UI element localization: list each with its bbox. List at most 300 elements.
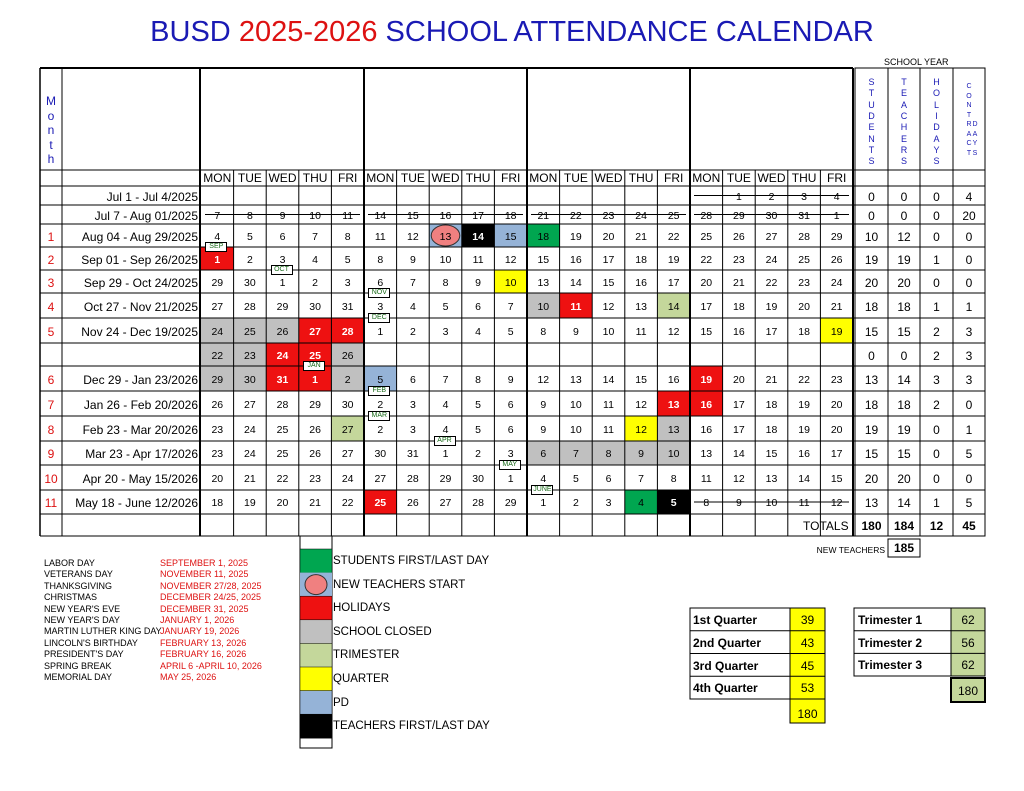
day-cell: 30 — [374, 448, 387, 460]
legend-swatch — [300, 714, 332, 738]
weekday-header: MON — [529, 171, 558, 185]
day-cell: 14 — [733, 448, 745, 460]
holidays-header-letter: S — [933, 156, 940, 167]
day-cell: 1 — [735, 190, 742, 203]
day-cell: 15 — [700, 325, 713, 338]
day-cell: 30 — [765, 209, 778, 222]
day-cell: 26 — [733, 230, 745, 243]
count-cell: 19 — [864, 422, 879, 437]
holiday-name: THANKSGIVING — [44, 580, 113, 591]
holidays-header-letter: D — [933, 122, 940, 133]
holiday-name: LINCOLN'S BIRTHDAY — [44, 637, 138, 648]
holiday-name: NEW YEAR'S DAY — [44, 615, 120, 625]
day-cell: 27 — [341, 423, 354, 436]
day-cell: 22 — [276, 472, 289, 485]
holiday-name: VETERANS DAY — [44, 569, 113, 580]
day-cell: 24 — [211, 325, 224, 338]
day-cell: 16 — [439, 209, 452, 222]
day-cell: 22 — [570, 209, 582, 222]
day-cell: 2 — [768, 190, 775, 203]
legend-swatch — [300, 549, 332, 573]
day-cell: 18 — [765, 398, 778, 411]
day-cell: 15 — [537, 253, 550, 266]
date-range: Sep 01 - Sep 26/2025 — [81, 252, 198, 267]
weekday-header: WED — [431, 171, 460, 185]
day-cell: 17 — [667, 276, 680, 289]
contract-header-letter: A — [966, 130, 972, 138]
day-cell: 7 — [442, 373, 449, 386]
day-cell: 26 — [211, 398, 224, 411]
day-cell: 24 — [244, 423, 256, 436]
day-cell: 8 — [540, 325, 547, 338]
quarter-value: 45 — [800, 658, 815, 673]
day-cell: 30 — [244, 276, 256, 289]
day-cell: 17 — [602, 253, 615, 266]
date-range: Jul 1 - Jul 4/2025 — [106, 189, 198, 204]
day-cell: 28 — [798, 230, 810, 243]
page-title: BUSD 2025-2026 SCHOOL ATTENDANCE CALENDAR — [150, 16, 874, 48]
day-cell: 7 — [507, 300, 514, 313]
month-number: 2 — [47, 252, 55, 267]
day-cell: 20 — [700, 276, 713, 289]
day-cell: 9 — [572, 325, 579, 338]
day-cell: 16 — [570, 253, 582, 266]
holiday-date: JANUARY 1, 2026 — [160, 615, 235, 625]
day-cell: 1 — [214, 253, 221, 266]
totals-label: TOTALS — [803, 519, 849, 533]
day-cell: 19 — [570, 230, 582, 243]
day-cell: 18 — [765, 423, 778, 436]
contract-header-letter: R — [966, 121, 972, 128]
weekday-header: TUE — [563, 171, 588, 185]
holidays-header-letter: H — [933, 77, 940, 87]
day-cell: 15 — [407, 209, 419, 222]
legend-label: QUARTER — [333, 673, 390, 685]
day-cell: 7 — [409, 276, 416, 289]
teachers-header-letter: H — [900, 122, 908, 133]
day-cell: 5 — [475, 423, 482, 436]
legend-label: NEW TEACHERS START — [333, 578, 466, 591]
day-cell: 12 — [504, 253, 517, 266]
day-cell: 29 — [211, 276, 224, 289]
day-cell: 8 — [475, 373, 482, 386]
total-teachers: 184 — [893, 519, 915, 533]
count-cell: 1 — [933, 252, 940, 267]
count-cell: 20 — [864, 471, 879, 486]
month-label: FEB — [368, 386, 390, 396]
date-range: Dec 29 - Jan 23/2026 — [83, 372, 198, 387]
day-cell: 21 — [765, 373, 778, 386]
day-cell: 11 — [700, 472, 712, 485]
month-header-letter: o — [47, 108, 55, 123]
weekday-header: FRI — [827, 171, 847, 185]
weekday-header: THU — [791, 171, 817, 185]
holiday-date: DECEMBER 31, 2025 — [160, 603, 249, 614]
count-cell: 20 — [897, 275, 911, 290]
weekday-header: FRI — [664, 171, 684, 185]
day-cell: 24 — [244, 448, 256, 460]
month-number: 7 — [47, 397, 55, 412]
holiday-date: NOVEMBER 11, 2025 — [160, 569, 249, 580]
day-cell: 17 — [733, 423, 745, 436]
count-cell: 14 — [897, 496, 911, 510]
day-cell: 2 — [344, 373, 351, 386]
month-number: 8 — [47, 422, 55, 437]
count-cell: 1 — [933, 496, 940, 510]
trimester-value: 62 — [961, 613, 975, 627]
day-cell: 22 — [700, 253, 713, 266]
day-cell: 8 — [670, 472, 677, 485]
weekday-header: TUE — [400, 171, 425, 185]
day-cell: 4 — [214, 230, 221, 243]
day-cell: 31 — [341, 300, 354, 313]
day-cell: 20 — [211, 472, 224, 485]
legend-swatch — [300, 596, 332, 620]
count-cell: 19 — [897, 422, 911, 437]
count-cell: 5 — [965, 447, 973, 461]
day-cell: 17 — [765, 325, 778, 338]
day-cell: 16 — [798, 448, 810, 460]
day-cell: 9 — [409, 253, 416, 266]
holiday-date: NOVEMBER 27/28, 2025 — [160, 580, 262, 591]
holiday-date: JANUARY 19, 2026 — [160, 626, 240, 637]
count-cell: 0 — [868, 189, 875, 204]
day-cell: 12 — [635, 423, 647, 436]
day-cell: 3 — [344, 276, 351, 289]
weekday-header: FRI — [338, 171, 358, 185]
month-label: MAY — [499, 460, 521, 470]
day-cell: 9 — [735, 497, 742, 509]
count-cell: 15 — [864, 447, 879, 461]
day-cell: 21 — [733, 276, 745, 289]
day-cell: 13 — [765, 472, 778, 485]
day-cell: 11 — [374, 230, 386, 243]
day-cell: 4 — [475, 325, 482, 338]
day-cell: 12 — [407, 230, 419, 243]
day-cell: 18 — [635, 253, 647, 266]
quarter-value: 53 — [800, 681, 815, 696]
day-cell: 4 — [442, 398, 449, 411]
count-cell: 0 — [965, 471, 973, 486]
day-cell: 18 — [504, 209, 517, 222]
day-cell: 28 — [407, 472, 419, 485]
month-number: 4 — [47, 299, 55, 314]
month-number: 5 — [47, 324, 55, 339]
day-cell: 14 — [667, 300, 680, 313]
day-cell: 8 — [344, 230, 351, 243]
quarter-label: 3rd Quarter — [693, 658, 759, 673]
day-cell: 10 — [765, 497, 778, 509]
day-cell: 29 — [504, 497, 517, 509]
holiday-date: MAY 25, 2026 — [160, 672, 217, 682]
holiday-date: FEBRUARY 16, 2026 — [160, 649, 247, 660]
day-cell: 10 — [504, 276, 517, 289]
day-cell: 5 — [442, 300, 449, 313]
count-cell: 2 — [933, 397, 940, 412]
day-cell: 1 — [833, 209, 840, 222]
day-cell: 5 — [344, 253, 351, 266]
day-cell: 5 — [246, 230, 253, 243]
day-cell: 24 — [765, 253, 778, 266]
teachers-header-letter: A — [900, 99, 907, 110]
contract-header-letter: S — [972, 149, 978, 157]
day-cell: 18 — [733, 300, 745, 313]
total-contract: 45 — [962, 519, 976, 533]
count-cell: 1 — [965, 299, 973, 314]
day-cell: 5 — [572, 472, 579, 485]
day-cell: 17 — [472, 209, 484, 222]
weekday-header: WED — [594, 171, 623, 185]
date-range: Oct 27 - Nov 21/2025 — [83, 299, 198, 314]
day-cell: 26 — [309, 448, 321, 460]
month-number: 9 — [47, 447, 55, 461]
count-cell: 19 — [897, 252, 911, 267]
students-header-letter: U — [868, 99, 875, 110]
count-cell: 0 — [933, 208, 940, 223]
count-cell: 12 — [897, 229, 911, 244]
day-cell: 29 — [211, 373, 224, 386]
date-range: Mar 23 - Apr 17/2026 — [85, 447, 198, 461]
day-cell: 7 — [572, 448, 579, 460]
day-cell: 27 — [341, 448, 354, 460]
day-cell: 6 — [605, 472, 612, 485]
day-cell: 24 — [276, 349, 289, 362]
students-header-letter: T — [868, 88, 875, 99]
weekday-header: MON — [692, 171, 721, 185]
month-header-letter: M — [46, 94, 56, 108]
day-cell: 3 — [377, 300, 384, 313]
day-cell: 28 — [472, 497, 484, 509]
day-cell: 25 — [276, 423, 289, 436]
month-label: DEC — [368, 313, 390, 323]
date-range: Jan 26 - Feb 20/2026 — [83, 397, 198, 412]
holidays-header-letter: L — [933, 99, 939, 110]
holidays-header-letter: I — [935, 110, 938, 121]
holiday-name: MEMORIAL DAY — [44, 672, 113, 682]
day-cell: 21 — [244, 472, 256, 485]
day-cell: 11 — [798, 497, 810, 509]
day-cell: 19 — [244, 497, 256, 509]
day-cell: 11 — [342, 209, 354, 222]
day-cell: 20 — [733, 373, 745, 386]
date-range: Jul 7 - Aug 01/2025 — [94, 208, 198, 223]
day-cell: 26 — [341, 349, 354, 362]
day-cell: 19 — [667, 253, 680, 266]
day-cell: 29 — [309, 398, 321, 411]
quarter-label: 2nd Quarter — [693, 635, 762, 650]
day-cell: 15 — [765, 448, 778, 460]
day-cell: 3 — [409, 398, 416, 411]
day-cell: 12 — [602, 300, 615, 313]
day-cell: 9 — [540, 423, 547, 436]
day-cell: 20 — [830, 423, 843, 436]
month-label: APR — [434, 436, 456, 446]
holidays-header-letter: O — [932, 88, 940, 99]
day-cell: 24 — [830, 276, 843, 289]
legend-swatch — [300, 620, 332, 644]
day-cell: 29 — [830, 230, 843, 243]
day-cell: 15 — [635, 373, 647, 386]
count-cell: 0 — [933, 471, 940, 486]
students-header-letter: E — [868, 122, 875, 133]
day-cell: 31 — [276, 373, 289, 386]
day-cell: 10 — [537, 300, 550, 313]
day-cell: 13 — [537, 276, 550, 289]
weekday-header: WED — [757, 171, 786, 185]
day-cell: 2 — [377, 423, 384, 436]
day-cell: 31 — [798, 209, 810, 222]
day-cell: 13 — [570, 373, 582, 386]
day-cell: 4 — [312, 253, 319, 266]
teachers-header-letter: T — [901, 77, 907, 87]
count-cell: 0 — [933, 447, 940, 461]
day-cell: 23 — [798, 276, 810, 289]
count-cell: 3 — [965, 348, 973, 363]
count-cell: 3 — [965, 372, 973, 387]
day-cell: 23 — [830, 373, 843, 386]
day-cell: 26 — [830, 253, 843, 266]
month-number: 1 — [47, 229, 55, 244]
holiday-date: FEBRUARY 13, 2026 — [160, 637, 247, 648]
day-cell: 12 — [733, 472, 745, 485]
weekday-header: TUE — [726, 171, 751, 185]
trimester-total: 180 — [957, 684, 979, 698]
day-cell: 1 — [442, 448, 449, 460]
day-cell: 14 — [798, 472, 810, 485]
month-number: 10 — [44, 471, 58, 486]
day-cell: 13 — [667, 398, 680, 411]
day-cell: 28 — [700, 209, 713, 222]
count-cell: 0 — [900, 189, 908, 204]
count-cell: 13 — [864, 372, 879, 387]
day-cell: 5 — [475, 398, 482, 411]
day-cell: 23 — [211, 423, 224, 436]
teachers-header-letter: C — [900, 110, 908, 121]
count-cell: 20 — [897, 471, 911, 486]
holidays-header-letter: Y — [933, 144, 940, 155]
day-cell: 21 — [309, 497, 321, 509]
day-cell: 3 — [442, 325, 449, 338]
count-cell: 19 — [864, 252, 879, 267]
holiday-date: DECEMBER 24/25, 2025 — [160, 592, 262, 603]
day-cell: 10 — [570, 398, 582, 411]
day-cell: 2 — [475, 448, 482, 460]
day-cell: 8 — [377, 253, 384, 266]
day-cell: 16 — [667, 373, 680, 386]
day-cell: 26 — [276, 325, 289, 338]
day-cell: 20 — [798, 300, 810, 313]
day-cell: 15 — [504, 230, 517, 243]
day-cell: 18 — [798, 325, 810, 338]
count-cell: 0 — [900, 208, 908, 223]
day-cell: 8 — [703, 497, 710, 509]
day-cell: 23 — [211, 448, 224, 460]
day-cell: 6 — [377, 276, 384, 289]
quarter-label: 4th Quarter — [693, 681, 758, 696]
day-cell: 22 — [667, 230, 680, 243]
day-cell: 13 — [700, 448, 713, 460]
holiday-name: LABOR DAY — [44, 558, 95, 568]
date-range: Aug 04 - Aug 29/2025 — [81, 229, 198, 244]
day-cell: 6 — [540, 448, 547, 460]
contract-header-letter: T — [966, 111, 972, 119]
day-cell: 12 — [635, 398, 647, 411]
date-range: Feb 23 - Mar 20/2026 — [82, 422, 198, 437]
day-cell: 11 — [570, 300, 582, 313]
count-cell: 0 — [868, 348, 875, 363]
legend-label: TEACHERS FIRST/LAST DAY — [333, 720, 490, 733]
day-cell: 8 — [246, 209, 253, 222]
count-cell: 0 — [900, 348, 908, 363]
count-cell: 18 — [864, 299, 879, 314]
count-cell: 0 — [933, 189, 940, 204]
trimester-label: Trimester 1 — [858, 613, 923, 627]
day-cell: 7 — [214, 209, 221, 222]
students-header-letter: D — [868, 110, 875, 121]
contract-header-letter: O — [966, 92, 972, 100]
month-number: 3 — [47, 275, 55, 290]
month-label: SEP — [205, 242, 227, 252]
day-cell: 30 — [341, 398, 354, 411]
new-teachers-value: 185 — [893, 541, 915, 555]
quarter-value: 39 — [800, 613, 815, 627]
day-cell: 6 — [279, 230, 286, 243]
trimester-value: 62 — [961, 658, 975, 673]
day-cell: 10 — [439, 253, 452, 266]
day-cell: 5 — [670, 497, 677, 509]
day-cell: 22 — [798, 373, 810, 386]
day-cell: 16 — [700, 398, 713, 411]
weekday-header: MON — [366, 171, 395, 185]
trimester-label: Trimester 3 — [858, 658, 923, 673]
students-header-letter: T — [868, 144, 875, 155]
day-cell: 24 — [341, 472, 354, 485]
day-cell: 20 — [276, 497, 289, 509]
count-cell: 0 — [965, 252, 973, 267]
count-cell: 15 — [864, 324, 879, 339]
day-cell: 9 — [475, 276, 482, 289]
day-cell: 13 — [439, 230, 452, 243]
day-cell: 11 — [603, 423, 614, 436]
students-header-letter: S — [868, 77, 875, 87]
month-number: 6 — [47, 372, 55, 387]
legend-label: HOLIDAYS — [333, 602, 391, 615]
count-cell: 14 — [897, 372, 911, 387]
day-cell: 4 — [442, 423, 449, 436]
day-cell: 3 — [409, 423, 416, 436]
day-cell: 25 — [244, 325, 256, 338]
day-cell: 11 — [635, 325, 647, 338]
day-cell: 27 — [309, 325, 321, 338]
day-cell: 23 — [244, 349, 256, 362]
day-cell: 1 — [377, 325, 384, 338]
day-cell: 23 — [733, 253, 745, 266]
contract-header-letter: Y — [972, 140, 978, 147]
day-cell: 4 — [540, 472, 547, 485]
day-cell: 6 — [475, 300, 482, 313]
teachers-header-letter: R — [900, 144, 908, 155]
day-cell: 27 — [765, 230, 778, 243]
day-cell: 10 — [602, 325, 615, 338]
legend-swatch — [300, 691, 332, 715]
count-cell: 2 — [933, 348, 940, 363]
day-cell: 3 — [507, 448, 514, 460]
month-label: JAN — [303, 361, 325, 371]
day-cell: 28 — [341, 325, 354, 338]
weekday-header: THU — [628, 171, 654, 185]
legend-swatch-circle — [305, 575, 327, 595]
day-cell: 15 — [830, 472, 843, 485]
